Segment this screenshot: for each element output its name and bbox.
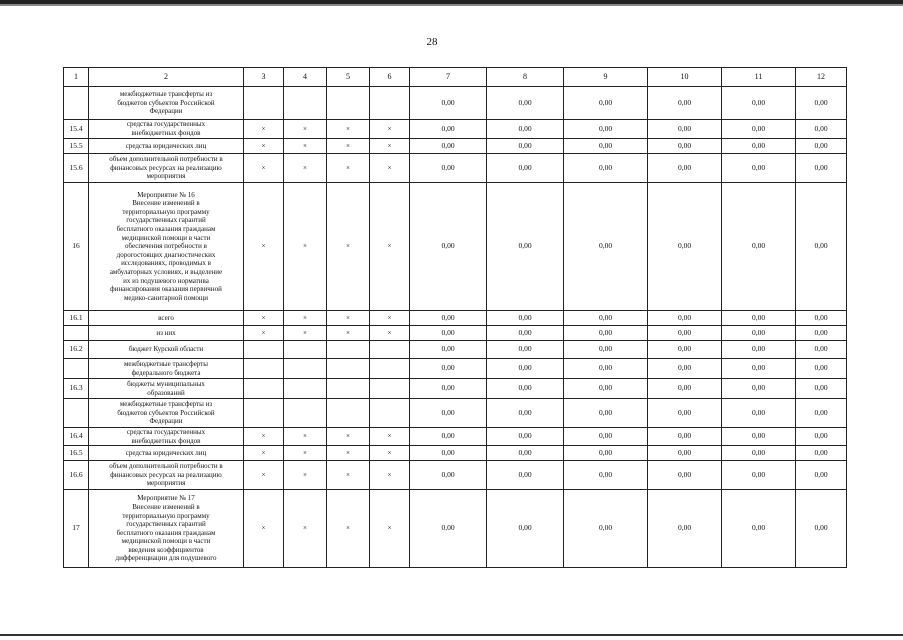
cell-c3: × <box>244 154 284 183</box>
value-cell-col-12: 0,00 <box>796 446 847 461</box>
value-cell-col-9: 0,00 <box>564 379 648 399</box>
row-number: 15.4 <box>64 120 89 139</box>
value-cell-col-9: 0,00 <box>564 359 648 379</box>
scan-edge-bottom <box>0 634 903 636</box>
value-cell-col-12: 0,00 <box>796 154 847 183</box>
value-cell-col-11: 0,00 <box>722 87 796 120</box>
value-cell-col-11: 0,00 <box>722 428 796 446</box>
cell-c3: × <box>244 311 284 326</box>
table-row <box>64 139 847 154</box>
value-cell-col-9: 0,00 <box>564 139 648 154</box>
value-cell-col-8: 0,00 <box>487 379 564 399</box>
cell-c4 <box>284 341 327 359</box>
row-number: 16.4 <box>64 428 89 446</box>
value-cell-col-8: 0,00 <box>487 154 564 183</box>
value-cell-col-9: 0,00 <box>564 87 648 120</box>
cell-c5: × <box>327 120 370 139</box>
cell-c3: × <box>244 139 284 154</box>
table-row <box>64 446 847 461</box>
value-cell-col-8: 0,00 <box>487 183 564 311</box>
value-cell-col-10: 0,00 <box>648 183 722 311</box>
row-description: средства юридических лиц <box>89 446 244 461</box>
value-cell-col-7: 0,00 <box>410 399 487 428</box>
value-cell-col-10: 0,00 <box>648 399 722 428</box>
value-cell-col-11: 0,00 <box>722 183 796 311</box>
table-row <box>64 399 847 428</box>
row-description: межбюджетные трансферты федерального бюджета <box>89 359 244 379</box>
row-number: 15.5 <box>64 139 89 154</box>
table-row <box>64 120 847 139</box>
cell-c6 <box>370 379 410 399</box>
cell-c3: × <box>244 446 284 461</box>
row-number: 16.3 <box>64 379 89 399</box>
header-cell-col-12: 12 <box>796 68 847 87</box>
value-cell-col-12: 0,00 <box>796 326 847 341</box>
value-cell-col-10: 0,00 <box>648 359 722 379</box>
value-cell-col-7: 0,00 <box>410 120 487 139</box>
cell-c3: × <box>244 428 284 446</box>
row-description: всего <box>89 311 244 326</box>
value-cell-col-12: 0,00 <box>796 428 847 446</box>
row-description: Мероприятие № 16 Внесение изменений в территориальную программу государственных гарантий бесплатного оказания гражданам медицинской помощи в части обеспечения потребности в дорогостоящих диагностических исследованиях, проводимых в амбулаторных условиях, и выделение их из подушевого норматива финансирования оказания первичной медико-санитарной помощи <box>89 183 244 311</box>
cell-c4 <box>284 87 327 120</box>
cell-c4: × <box>284 490 327 568</box>
value-cell-col-7: 0,00 <box>410 490 487 568</box>
value-cell-col-11: 0,00 <box>722 461 796 490</box>
row-number <box>64 399 89 428</box>
value-cell-col-9: 0,00 <box>564 490 648 568</box>
cell-c6 <box>370 359 410 379</box>
cell-c6: × <box>370 154 410 183</box>
value-cell-col-7: 0,00 <box>410 341 487 359</box>
value-cell-col-7: 0,00 <box>410 326 487 341</box>
cell-c6 <box>370 87 410 120</box>
header-cell-col-8: 8 <box>487 68 564 87</box>
row-number: 16.2 <box>64 341 89 359</box>
cell-c4: × <box>284 183 327 311</box>
cell-c5: × <box>327 183 370 311</box>
value-cell-col-7: 0,00 <box>410 379 487 399</box>
cell-c5: × <box>327 154 370 183</box>
value-cell-col-12: 0,00 <box>796 379 847 399</box>
value-cell-col-9: 0,00 <box>564 154 648 183</box>
cell-c4: × <box>284 311 327 326</box>
scan-edge-top-shadow <box>0 4 903 6</box>
value-cell-col-12: 0,00 <box>796 341 847 359</box>
header-cell-col-7: 7 <box>410 68 487 87</box>
value-cell-col-7: 0,00 <box>410 154 487 183</box>
table-row <box>64 183 847 311</box>
value-cell-col-8: 0,00 <box>487 139 564 154</box>
value-cell-col-9: 0,00 <box>564 183 648 311</box>
header-cell-col-10: 10 <box>648 68 722 87</box>
row-description: объем дополнительной потребности в финансовых ресурсах на реализацию мероприятия <box>89 461 244 490</box>
header-cell-col-6: 6 <box>370 68 410 87</box>
value-cell-col-10: 0,00 <box>648 139 722 154</box>
row-description: межбюджетные трансферты из бюджетов субъектов Российской Федерации <box>89 87 244 120</box>
cell-c3: × <box>244 120 284 139</box>
table-row <box>64 490 847 568</box>
value-cell-col-7: 0,00 <box>410 428 487 446</box>
value-cell-col-9: 0,00 <box>564 341 648 359</box>
cell-c6: × <box>370 490 410 568</box>
cell-c5: × <box>327 311 370 326</box>
cell-c4: × <box>284 428 327 446</box>
row-number: 17 <box>64 490 89 568</box>
value-cell-col-8: 0,00 <box>487 120 564 139</box>
value-cell-col-12: 0,00 <box>796 139 847 154</box>
value-cell-col-7: 0,00 <box>410 139 487 154</box>
row-number: 16 <box>64 183 89 311</box>
value-cell-col-10: 0,00 <box>648 446 722 461</box>
value-cell-col-9: 0,00 <box>564 399 648 428</box>
value-cell-col-12: 0,00 <box>796 87 847 120</box>
cell-c5 <box>327 379 370 399</box>
value-cell-col-12: 0,00 <box>796 399 847 428</box>
value-cell-col-8: 0,00 <box>487 311 564 326</box>
table-row <box>64 461 847 490</box>
value-cell-col-8: 0,00 <box>487 326 564 341</box>
value-cell-col-7: 0,00 <box>410 446 487 461</box>
table-header-row <box>64 68 847 87</box>
value-cell-col-12: 0,00 <box>796 490 847 568</box>
row-description: межбюджетные трансферты из бюджетов субъектов Российской Федерации <box>89 399 244 428</box>
value-cell-col-8: 0,00 <box>487 87 564 120</box>
value-cell-col-8: 0,00 <box>487 461 564 490</box>
table-row <box>64 341 847 359</box>
cell-c6: × <box>370 139 410 154</box>
cell-c4: × <box>284 461 327 490</box>
cell-c5 <box>327 399 370 428</box>
cell-c4: × <box>284 326 327 341</box>
cell-c4 <box>284 399 327 428</box>
cell-c4: × <box>284 446 327 461</box>
cell-c6: × <box>370 311 410 326</box>
table-row <box>64 154 847 183</box>
value-cell-col-10: 0,00 <box>648 120 722 139</box>
header-cell-col-9: 9 <box>564 68 648 87</box>
cell-c5: × <box>327 326 370 341</box>
cell-c4: × <box>284 154 327 183</box>
value-cell-col-7: 0,00 <box>410 311 487 326</box>
value-cell-col-12: 0,00 <box>796 311 847 326</box>
cell-c6: × <box>370 120 410 139</box>
row-description: средства государственных внебюджетных фондов <box>89 428 244 446</box>
cell-c3 <box>244 379 284 399</box>
header-cell-col-5: 5 <box>327 68 370 87</box>
cell-c6: × <box>370 461 410 490</box>
cell-c4 <box>284 359 327 379</box>
value-cell-col-8: 0,00 <box>487 428 564 446</box>
cell-c3 <box>244 399 284 428</box>
value-cell-col-8: 0,00 <box>487 399 564 428</box>
cell-c4 <box>284 379 327 399</box>
value-cell-col-11: 0,00 <box>722 139 796 154</box>
row-number: 16.6 <box>64 461 89 490</box>
value-cell-col-11: 0,00 <box>722 120 796 139</box>
value-cell-col-9: 0,00 <box>564 428 648 446</box>
cell-c6: × <box>370 446 410 461</box>
value-cell-col-10: 0,00 <box>648 326 722 341</box>
value-cell-col-7: 0,00 <box>410 461 487 490</box>
row-description: объем дополнительной потребности в финансовых ресурсах на реализацию мероприятия <box>89 154 244 183</box>
value-cell-col-10: 0,00 <box>648 428 722 446</box>
cell-c5 <box>327 341 370 359</box>
table-row <box>64 379 847 399</box>
header-cell-col-4: 4 <box>284 68 327 87</box>
row-number <box>64 359 89 379</box>
value-cell-col-10: 0,00 <box>648 490 722 568</box>
row-description: Мероприятие № 17 Внесение изменений в территориальную программу государственных гарантий бесплатного оказания гражданам медицинской помощи в части введения коэффициентов дифференциации для подушевого <box>89 490 244 568</box>
value-cell-col-11: 0,00 <box>722 490 796 568</box>
table-row <box>64 87 847 120</box>
value-cell-col-8: 0,00 <box>487 359 564 379</box>
row-number <box>64 326 89 341</box>
table-row <box>64 428 847 446</box>
header-cell-col-2: 2 <box>89 68 244 87</box>
row-description: средства юридических лиц <box>89 139 244 154</box>
cell-c4: × <box>284 120 327 139</box>
value-cell-col-12: 0,00 <box>796 359 847 379</box>
table-row <box>64 359 847 379</box>
value-cell-col-8: 0,00 <box>487 446 564 461</box>
value-cell-col-12: 0,00 <box>796 183 847 311</box>
value-cell-col-11: 0,00 <box>722 326 796 341</box>
cell-c5 <box>327 359 370 379</box>
page-number: 28 <box>426 36 438 48</box>
row-number <box>64 87 89 120</box>
value-cell-col-9: 0,00 <box>564 120 648 139</box>
value-cell-col-11: 0,00 <box>722 359 796 379</box>
table-row <box>64 311 847 326</box>
cell-c6: × <box>370 183 410 311</box>
row-description: средства государственных внебюджетных фондов <box>89 120 244 139</box>
cell-c5: × <box>327 428 370 446</box>
value-cell-col-9: 0,00 <box>564 461 648 490</box>
value-cell-col-11: 0,00 <box>722 446 796 461</box>
value-cell-col-7: 0,00 <box>410 183 487 311</box>
value-cell-col-7: 0,00 <box>410 359 487 379</box>
value-cell-col-12: 0,00 <box>796 120 847 139</box>
table-row <box>64 326 847 341</box>
value-cell-col-7: 0,00 <box>410 87 487 120</box>
value-cell-col-10: 0,00 <box>648 311 722 326</box>
value-cell-col-11: 0,00 <box>722 154 796 183</box>
value-cell-col-9: 0,00 <box>564 311 648 326</box>
cell-c3 <box>244 359 284 379</box>
cell-c5: × <box>327 446 370 461</box>
value-cell-col-10: 0,00 <box>648 461 722 490</box>
cell-c3: × <box>244 326 284 341</box>
cell-c6 <box>370 341 410 359</box>
cell-c6: × <box>370 326 410 341</box>
header-cell-col-1: 1 <box>64 68 89 87</box>
value-cell-col-8: 0,00 <box>487 490 564 568</box>
value-cell-col-10: 0,00 <box>648 379 722 399</box>
row-number: 16.5 <box>64 446 89 461</box>
cell-c5 <box>327 87 370 120</box>
value-cell-col-11: 0,00 <box>722 379 796 399</box>
value-cell-col-12: 0,00 <box>796 461 847 490</box>
cell-c3: × <box>244 183 284 311</box>
row-description: бюджеты муниципальных образований <box>89 379 244 399</box>
cell-c6 <box>370 399 410 428</box>
value-cell-col-8: 0,00 <box>487 341 564 359</box>
row-number: 16.1 <box>64 311 89 326</box>
cell-c3 <box>244 341 284 359</box>
cell-c5: × <box>327 490 370 568</box>
cell-c6: × <box>370 428 410 446</box>
row-number: 15.6 <box>64 154 89 183</box>
value-cell-col-9: 0,00 <box>564 326 648 341</box>
cell-c3: × <box>244 461 284 490</box>
cell-c3 <box>244 87 284 120</box>
value-cell-col-11: 0,00 <box>722 399 796 428</box>
cell-c4: × <box>284 139 327 154</box>
value-cell-col-10: 0,00 <box>648 341 722 359</box>
value-cell-col-11: 0,00 <box>722 311 796 326</box>
header-cell-col-3: 3 <box>244 68 284 87</box>
row-description: бюджет Курской области <box>89 341 244 359</box>
budget-table <box>63 67 847 568</box>
value-cell-col-11: 0,00 <box>722 341 796 359</box>
cell-c3: × <box>244 490 284 568</box>
header-cell-col-11: 11 <box>722 68 796 87</box>
row-description: из них <box>89 326 244 341</box>
cell-c5: × <box>327 461 370 490</box>
cell-c5: × <box>327 139 370 154</box>
value-cell-col-10: 0,00 <box>648 87 722 120</box>
value-cell-col-10: 0,00 <box>648 154 722 183</box>
value-cell-col-9: 0,00 <box>564 446 648 461</box>
